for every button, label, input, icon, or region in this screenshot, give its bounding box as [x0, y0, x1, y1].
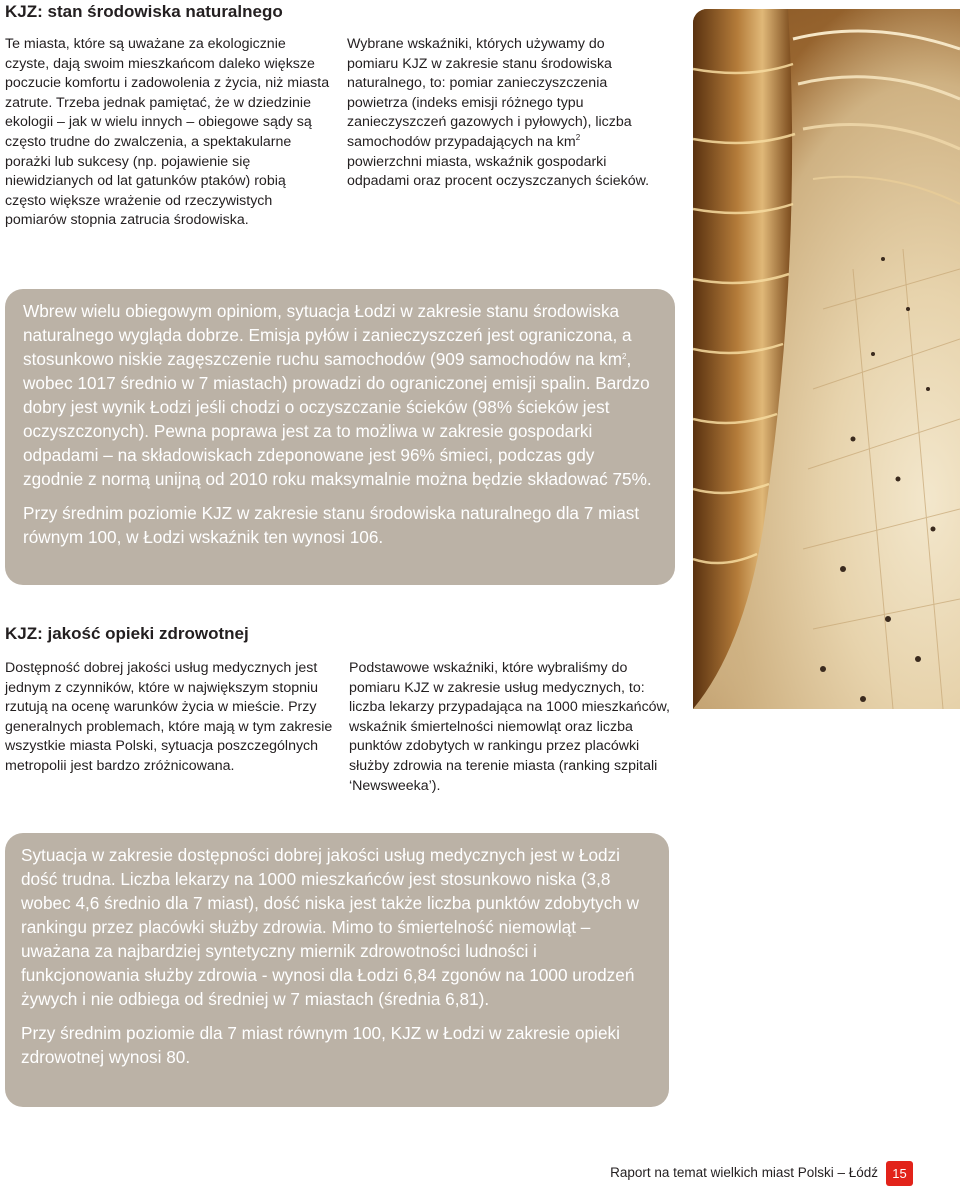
- environment-score-paragraph: Przy średnim poziomie KJZ w zakresie stanu środowiska naturalnego dla 7 miast równym 100, w Łodzi wskaźnik ten wynosi 106.: [23, 503, 640, 547]
- page-number: 15: [886, 1161, 913, 1186]
- environment-summary-box: [5, 289, 675, 585]
- environment-intro-text: Te miasta, które są uważane za ekologicznie czyste, dają swoim mieszkańcom daleko większe poczucie komfortu i zadowolenia z życia, niż miasta zatrute. Trzeba jednak pamiętać, że w dziedzinie ekologii – jak w wielu innych – obiegowe sądy są często trudne do zwalczenia, a spektakularne porażki lub sukcesy (np. pojawienie się niewidzianych od lat gatunków ptaków) robią często większe wrażenie od rzeczywistych pomiarów stopnia zatrucia środowiska.: [5, 36, 330, 229]
- environment-indicators-text-part1: Wybrane wskaźniki, których używamy do pomiaru KJZ w zakresie stanu środowiska naturalnego, to: pomiar zanieczyszczenia powietrza (indeks emisji różnego typu zanieczyszczeń gazowych i pyłowych), liczba samochodów przypadających na km: [347, 36, 632, 150]
- environment-indicators-text: [347, 35, 657, 192]
- healthcare-summary-box: [5, 833, 669, 1107]
- environment-summary-paragraph: [23, 299, 657, 491]
- healthcare-summary-paragraph: Sytuacja w zakresie dostępności dobrej jakości usług medycznych jest w Łodzi dość trudna. Liczba lekarzy na 1000 mieszkańców jest stosunkowo niska (3,8 wobec 4,6 średnio dla 7 miast), dość niska jest także liczba punktów zdobytych w rankingu przez placówki służby zdrowia. Mimo to śmiertelność niemowląt – uważana za najbardziej syntetyczny miernik zdrowotności ludności i funkcjonowania służby zdrowia - wynosi dla Łodzi 6,84 zgonów na 1000 urodzeń żywych i nie odbiega od średniej w 7 miastach (średnia 6,81).: [21, 845, 640, 1009]
- shopping-mall-atrium-photo: [693, 9, 960, 709]
- environment-summary-part2: , wobec 1017 średnio w 7 miastach) prowadzi do ograniczonej emisji spalin. Bardzo dobry jest wynik Łodzi jeśli chodzi o oczyszczanie ścieków (98% ścieków jest oczyszczonych). Pewna poprawa jest za to możliwa w zakresie gospodarki odpadami – na składowiskach zdeponowane jest 96% śmieci, podczas gdy zgodnie z normą unijną od 2010 roku maksymalnie można będzie składować 75%.: [23, 349, 652, 489]
- superscript: 2: [575, 132, 581, 142]
- photo-illustration: [693, 9, 960, 709]
- environment-summary-part1: Wbrew wielu obiegowym opiniom, sytuacja Łodzi w zakresie stanu środowiska naturalnego wygląda dobrze. Emisja pyłów i zanieczyszczeń jest ograniczona, a stosunkowo niskie zagęszczenie ruchu samochodów (909 samochodów na km: [23, 301, 632, 369]
- healthcare-indicators-text: Podstawowe wskaźniki, które wybraliśmy do pomiaru KJZ w zakresie usług medycznych, to: liczba lekarzy przypadająca na 1000 mieszkańców, wskaźnik śmiertelności niemowląt oraz liczba punktów zdobytych w rankingu przez placówki służby zdrowia na terenie miasta (ranking szpitali ‘Newsweeka’).: [349, 660, 670, 794]
- environment-indicators-text-part2: powierzchni miasta, wskaźnik gospodarki odpadami oraz procent oczyszczanych ścieków.: [347, 153, 650, 190]
- section-heading-environment: KJZ: stan środowiska naturalnego: [5, 2, 283, 21]
- healthcare-intro-text: Dostępność dobrej jakości usług medycznych jest jednym z czynników, które w największym stopniu rzutują na ocenę warunków życia w mieście. Przy generalnych problemach, które mają w tym zakresie wszystkie miasta Polski, sytuacja poszczególnych metropolii jest bardzo zróżnicowana.: [5, 660, 333, 774]
- superscript: 2: [622, 352, 627, 361]
- healthcare-score-paragraph: Przy średnim poziomie dla 7 miast równym 100, KJZ w Łodzi w zakresie opieki zdrowotnej wynosi 80.: [21, 1023, 620, 1067]
- section-heading-healthcare: KJZ: jakość opieki zdrowotnej: [5, 624, 249, 643]
- footer-report-title: Raport na temat wielkich miast Polski – Łódź: [610, 1165, 878, 1180]
